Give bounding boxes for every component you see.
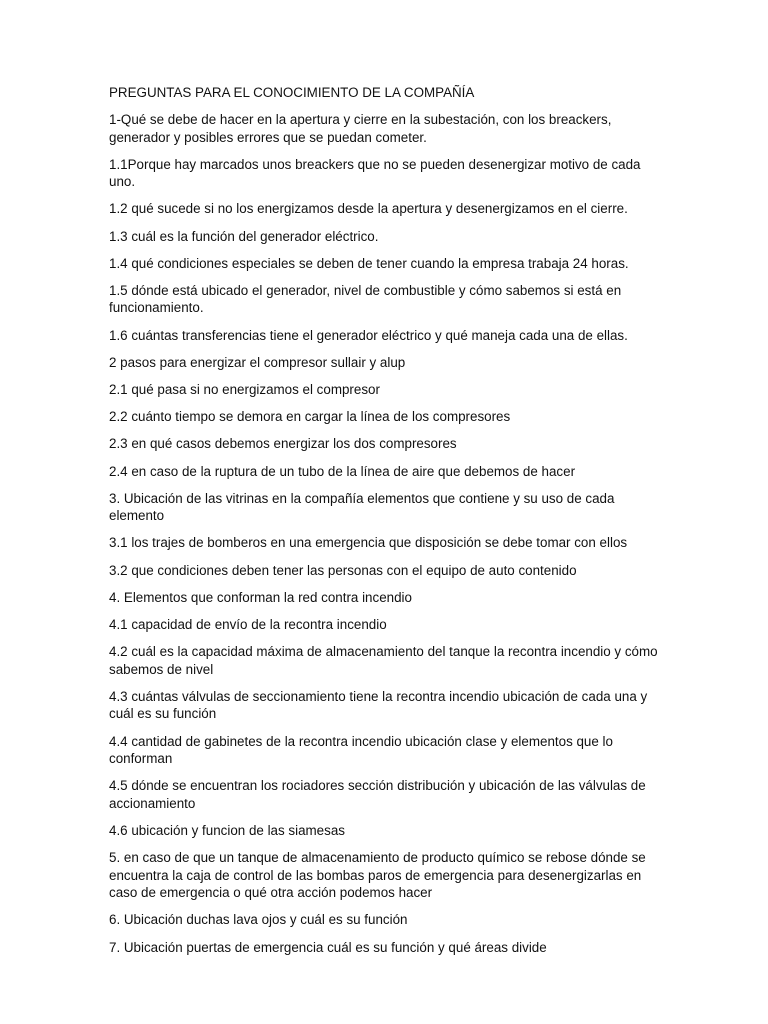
question-item: 4.2 cuál es la capacidad máxima de almacenamiento del tanque la recontra incendio y cómo sabemos de nivel [109, 644, 658, 677]
question-item: 1.1Porque hay marcados unos breackers que no se pueden desenergizar motivo de cada uno. [109, 156, 641, 190]
question-item: 3.2 que condiciones deben tener las personas con el equipo de auto contenido [109, 562, 577, 578]
question-item: 2.3 en qué casos debemos energizar los dos compresores [109, 436, 457, 452]
question-item: 7. Ubicación puertas de emergencia cuál es su función y qué áreas divide [109, 939, 547, 955]
question-item: 1.4 qué condiciones especiales se deben de tener cuando la empresa trabaja 24 horas. [109, 255, 629, 271]
question-item: 4.6 ubicación y funcion de las siamesas [109, 822, 345, 838]
question-item: 3. Ubicación de las vitrinas en la compañía elementos que contiene y su uso de cada elemento [109, 490, 615, 524]
question-item: 2 pasos para energizar el compresor sullair y alup [109, 354, 406, 370]
question-item: 4.5 dónde se encuentran los rociadores sección distribución y ubicación de las válvulas de accionamiento [109, 778, 646, 811]
document-page [109, 84, 659, 966]
question-item: 4. Elementos que conforman la red contra incendio [109, 589, 412, 605]
question-item: 1-Qué se debe de hacer en la apertura y cierre en la subestación, con los breackers, generador y posibles errores que se puedan cometer. [109, 112, 612, 145]
question-item: 5. en caso de que un tanque de almacenamiento de producto químico se rebose dónde se encuentra la caja de control de las bombas paros de emergencia para desenergizarlas en caso de emergencia o qué otra acción podemos hacer [109, 850, 646, 901]
question-item: 4.1 capacidad de envío de la recontra incendio [109, 617, 387, 632]
question-item: 3.1 los trajes de bomberos en una emergencia que disposición se debe tomar con ellos [109, 535, 628, 551]
question-item: 2.1 qué pasa si no energizamos el compresor [109, 382, 380, 397]
question-item: 4.4 cantidad de gabinetes de la recontra incendio ubicación clase y elementos que lo conforman [109, 733, 613, 767]
question-item: 1.3 cuál es la función del generador eléctrico. [109, 228, 379, 244]
question-item: 1.2 qué sucede si no los energizamos desde la apertura y desenergizamos en el cierre. [109, 201, 628, 217]
question-item: 6. Ubicación duchas lava ojos y cuál es su función [109, 912, 408, 928]
question-item: 2.4 en caso de la ruptura de un tubo de la línea de aire que debemos de hacer [109, 463, 576, 479]
question-item: 1.5 dónde está ubicado el generador, nivel de combustible y cómo sabemos si está en funcionamiento. [109, 282, 622, 316]
document-title: PREGUNTAS PARA EL CONOCIMIENTO DE LA COMPAÑÍA [109, 85, 475, 100]
question-item: 1.6 cuántas transferencias tiene el generador eléctrico y qué maneja cada una de ellas. [109, 327, 628, 343]
question-item: 2.2 cuánto tiempo se demora en cargar la línea de los compresores [109, 409, 511, 425]
question-item: 4.3 cuántas válvulas de seccionamiento tiene la recontra incendio ubicación de cada una y cuál es su función [109, 688, 648, 722]
